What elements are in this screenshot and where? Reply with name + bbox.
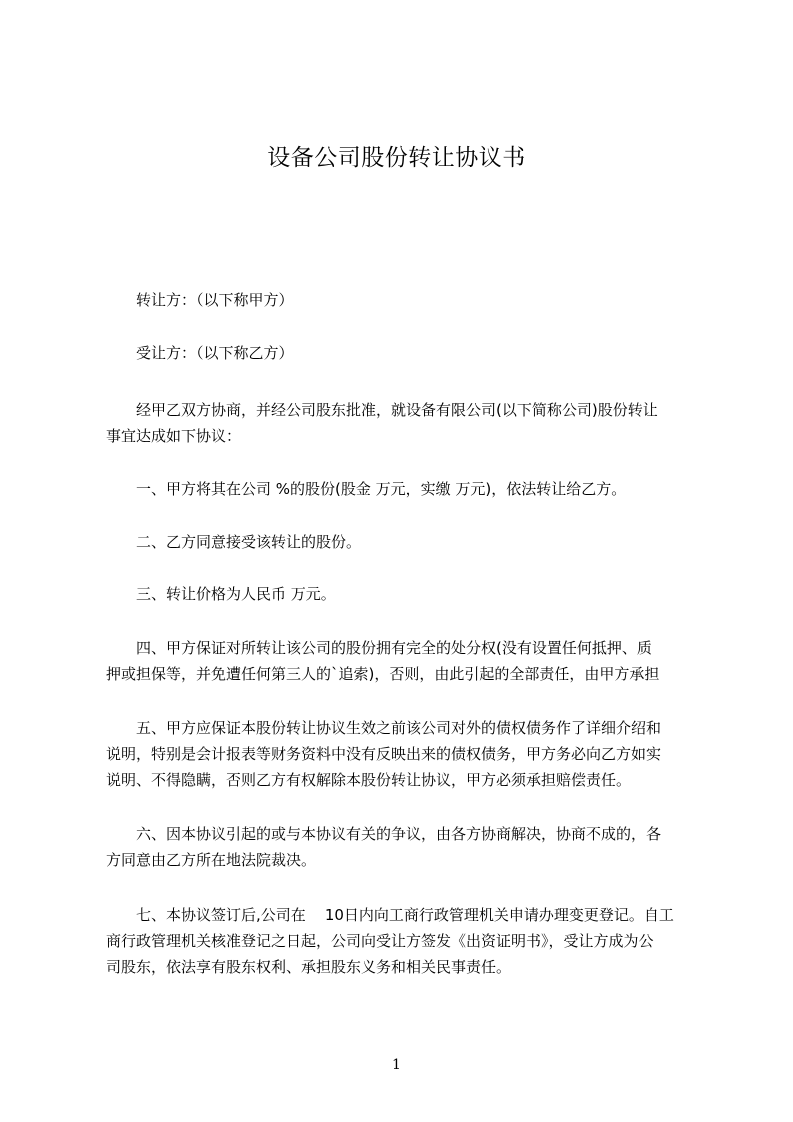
clause-7-line-3: 司股东，依法享有股东权利、承担股东义务和相关民事责任。 [106, 958, 512, 976]
clause-3-line-1: 三、转让价格为人民币 万元。 [136, 585, 336, 603]
preamble-line-2: 事宜达成如下协议： [106, 427, 242, 445]
clause-7-line-2: 商行政管理机关核准登记之日起，公司向受让方签发《出资证明书》，受让方成为公 [106, 932, 654, 950]
preamble-line-1: 经甲乙双方协商，并经公司股东批准，就设备有限公司(以下简称公司)股份转让 [136, 401, 658, 419]
clause-1-line-1: 一、甲方将其在公司 %的股份(股金 万元，实缴 万元)，依法转让给乙方。 [136, 480, 627, 498]
page-number: 1 [392, 1057, 401, 1073]
clause-5-line-2: 说明，特别是会计报表等财务资料中没有反映出来的债权债务，甲方务必向乙方如实 [106, 745, 662, 763]
clause-5-line-3: 说明、不得隐瞒，否则乙方有权解除本股份转让协议，甲方必须承担赔偿责任。 [106, 771, 632, 789]
clause-4-line-1: 四、甲方保证对所转让该公司的股份拥有完全的处分权(没有设置任何抵押、质 [136, 639, 652, 657]
clause-6-line-2: 方同意由乙方所在地法院裁决。 [106, 851, 317, 869]
clause-5-line-1: 五、甲方应保证本股份转让协议生效之前该公司对外的债权债务作了详细介绍和 [136, 719, 662, 737]
clause-2-line-1: 二、乙方同意接受该转让的股份。 [136, 533, 362, 551]
page-title: 设备公司股份转让协议书 [267, 145, 526, 171]
clause-7-line-1: 七、本协议签订后,公司在 10日内向工商行政管理机关申请办理变更登记。自工 [136, 906, 674, 924]
transferor-line: 转让方：（以下称甲方） [136, 291, 294, 309]
transferee-line: 受让方：（以下称乙方） [136, 344, 294, 362]
clause-4-line-2: 押或担保等，并免遭任何第三人的`追索)，否则，由此引起的全部责任，由甲方承担 [106, 665, 660, 683]
clause-6-line-1: 六、因本协议引起的或与本协议有关的争议，由各方协商解决，协商不成的，各 [136, 825, 662, 843]
